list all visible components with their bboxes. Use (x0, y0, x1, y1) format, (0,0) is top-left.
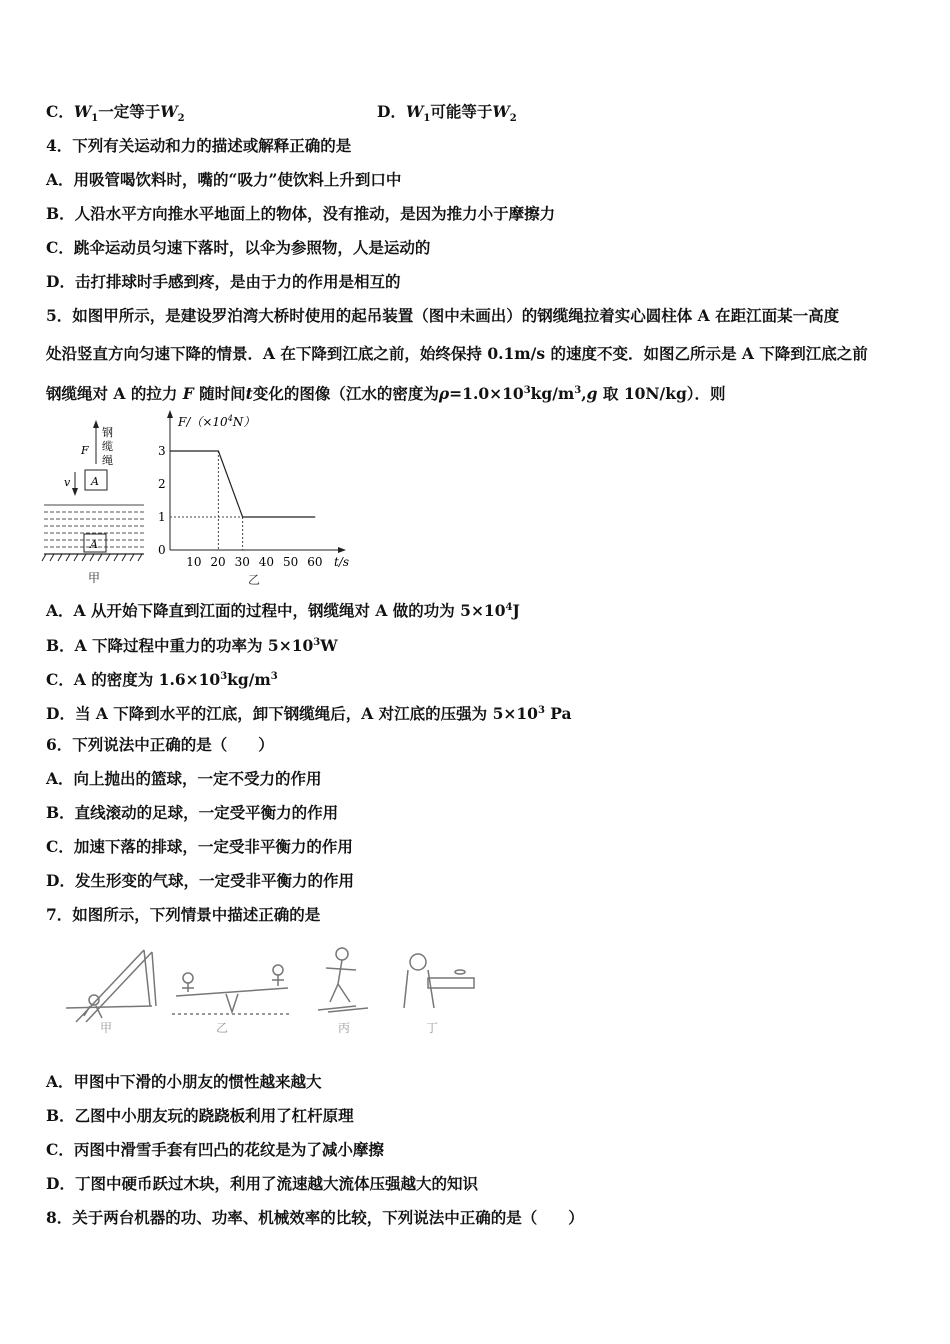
x-tick-label: 30 (234, 555, 250, 569)
q4-option-a: A．用吸管喝饮料时，嘴的“吸力”使饮料上升到口中 (46, 170, 402, 189)
figure-seesaw (172, 965, 292, 1014)
y-tick-label: 2 (158, 477, 166, 491)
caption-q7-ding: 丁 (426, 1021, 439, 1035)
q6-option-d: D．发生形变的气球，一定受非平衡力的作用 (46, 871, 354, 890)
y-tick-label: 1 (158, 510, 166, 524)
y-axis-label: $F/(\times 10^4N)$ (178, 414, 256, 429)
q8-stem: 8．关于两台机器的功、功率、机械效率的比较，下列说法中正确的是（ ） (46, 1208, 584, 1227)
q7-option-d: D．丁图中硬币跃过木块，利用了流速越大流体压强越大的知识 (46, 1174, 478, 1193)
q3-option-c: C．$W_1$一定等于$W_2$ (46, 102, 185, 125)
q5-option-a: A．A 从开始下降直到江面的过程中，钢缆绳对 A 做的功为 $5\times 10^4J$ (46, 601, 520, 621)
label-v: v (64, 476, 71, 489)
x-axis-label: t/s (334, 555, 350, 569)
figure-yi-chart (150, 408, 370, 588)
figure-coin (404, 954, 474, 1008)
x-tick-label: 60 (307, 555, 323, 569)
q6-stem: 6．下列说法中正确的是（ ） (46, 735, 274, 754)
q6-option-c: C．加速下落的排球，一定受非平衡力的作用 (46, 837, 353, 856)
x-tick-label: 40 (258, 555, 275, 569)
y-tick-label: 0 (158, 543, 166, 557)
caption-q7-yi: 乙 (216, 1021, 229, 1035)
caption-q7-jia: 甲 (100, 1021, 113, 1035)
y-tick-label: 3 (158, 444, 166, 458)
q5-option-c: C．A 的密度为 $1.6\times 10^3kg/m^3$ (46, 670, 278, 690)
x-tick-label: 10 (186, 555, 202, 569)
label-gang: 钢 (102, 426, 113, 439)
q4-option-b: B．人沿水平方向推水平地面上的物体，没有推动，是因为推力小于摩擦力 (46, 204, 556, 223)
q6-option-b: B．直线滚动的足球，一定受平衡力的作用 (46, 803, 339, 822)
x-tick-label: 20 (210, 555, 226, 569)
caption-yi: 乙 (248, 573, 261, 587)
caption-jia: 甲 (88, 571, 101, 585)
q6-option-a: A．向上抛出的篮球，一定不受力的作用 (46, 769, 322, 788)
q7-figures (56, 940, 486, 1040)
label-a-top: A (91, 475, 99, 488)
q7-stem: 7．如图所示，下列情景中描述正确的是 (46, 905, 321, 924)
q5-stem-line2: 处沿竖直方向匀速下降的情景．A 在下降到江底之前，始终保持 0.1m/s 的速度不变．如图乙所示是 A 下降到江底之前 (46, 344, 868, 363)
q4-option-d: D．击打排球时手感到疼，是由于力的作用是相互的 (46, 272, 401, 291)
q7-option-b: B．乙图中小朋友玩的跷跷板利用了杠杆原理 (46, 1106, 354, 1125)
q4-option-c: C．跳伞运动员匀速下落时，以伞为参照物，人是运动的 (46, 238, 431, 257)
caption-q7-bing: 丙 (338, 1021, 351, 1035)
q4-stem: 4．下列有关运动和力的描述或解释正确的是 (46, 136, 352, 155)
figure-slide (66, 950, 156, 1022)
q3-option-d: D．$W_1$可能等于$W_2$ (377, 102, 517, 125)
q5-stem-line3: 钢缆绳对 A 的拉力 F 随时间t变化的图像（江水的密度为$\rho=1.0\times 10^3kg/m^3,g$ 取 10N/kg）．则 (46, 384, 726, 404)
force-line (170, 451, 315, 517)
x-tick-label: 50 (283, 555, 299, 569)
label-lan: 缆 (102, 440, 113, 453)
q5-option-b: B．A 下降过程中重力的功率为 $5\times 10^3W$ (46, 636, 338, 656)
q5-option-d: D．当 A 下降到水平的江底，卸下钢缆绳后，A 对江底的压强为 $5\times 10^3$ Pa (46, 704, 572, 724)
figure-jia (40, 416, 150, 588)
q7-option-a: A．甲图中下滑的小朋友的惯性越来越大 (46, 1072, 322, 1091)
label-sheng: 绳 (102, 454, 113, 467)
label-f: F (81, 444, 89, 457)
q5-stem-line1: 5．如图甲所示，是建设罗泊湾大桥时使用的起吊装置（图中未画出）的钢缆绳拉着实心圆柱体 A 在距江面某一高度 (46, 306, 840, 325)
figure-skier (318, 948, 368, 1012)
q7-option-c: C．丙图中滑雪手套有凹凸的花纹是为了减小摩擦 (46, 1140, 384, 1159)
label-a-bottom: A (90, 538, 98, 551)
